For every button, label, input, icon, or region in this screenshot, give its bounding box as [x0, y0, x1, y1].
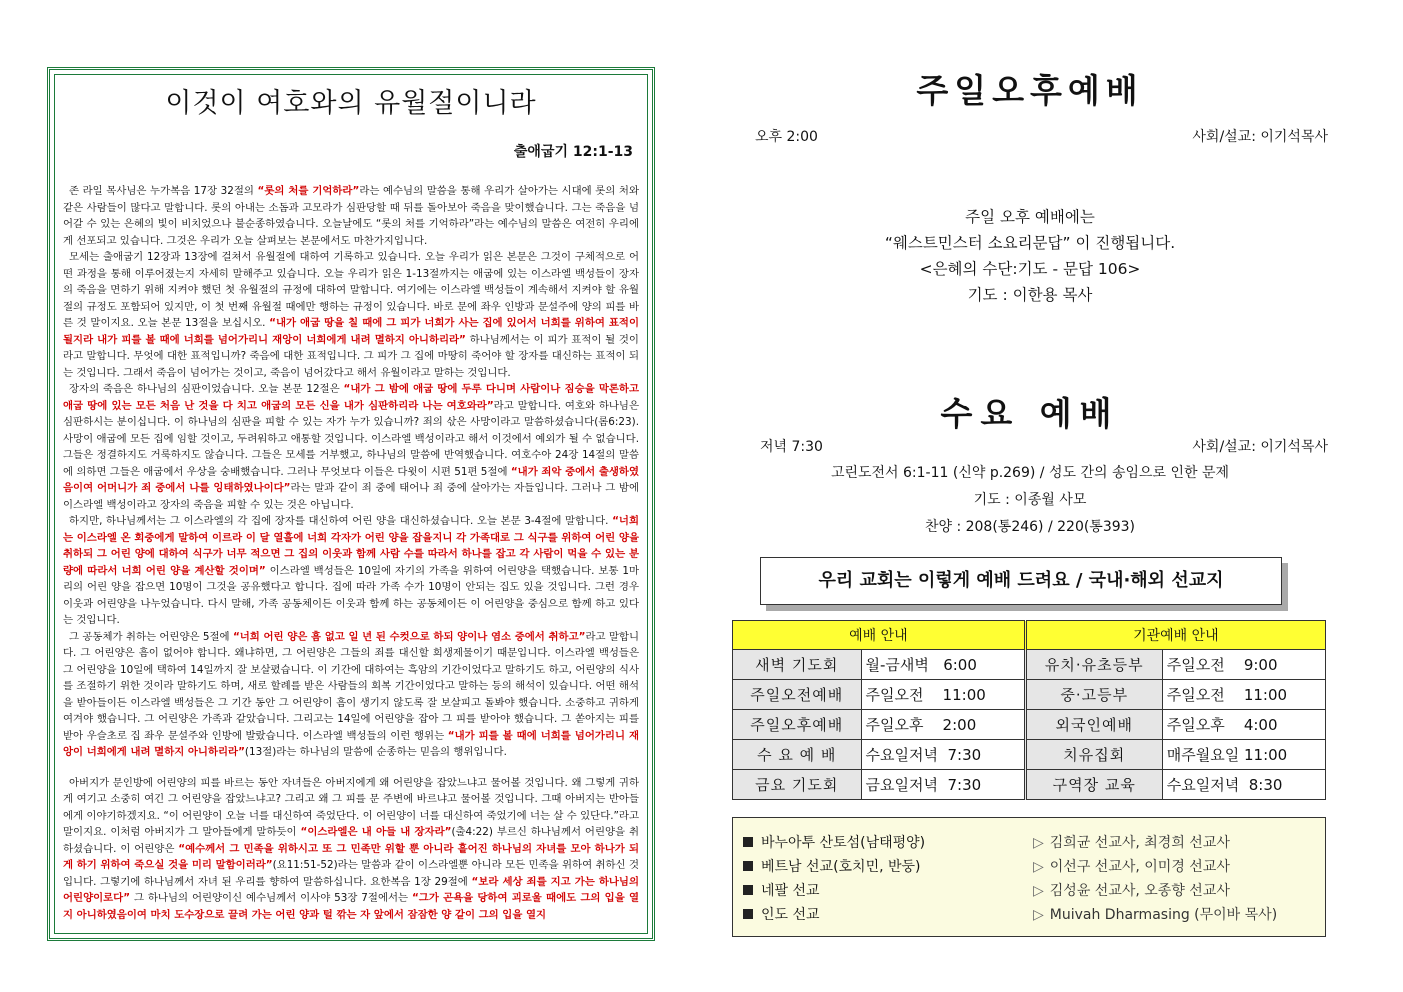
sermon-reference: 출애굽기 12:1-13 [513, 144, 633, 160]
mission-missionary [1033, 904, 1277, 924]
service-name: 주일오후예배 [733, 710, 862, 740]
sermon-body [63, 183, 639, 931]
group-time: 주일오후 4:00 [1162, 710, 1325, 740]
wednesday-time: 저녁 7:30 [760, 439, 823, 455]
square-bullet-icon [743, 861, 753, 871]
sermon-paragraph [63, 381, 639, 513]
wednesday-details [700, 460, 1360, 541]
group-time: 수요일저녁 8:30 [1162, 770, 1325, 800]
group-name: 외국인예배 [1025, 710, 1162, 740]
mission-place: 베트남 선교(호치민, 반둥) [761, 859, 921, 875]
group-time: 매주월요일 11:00 [1162, 740, 1325, 770]
sermon-text: 라고 말합니다. 여호와 하나님은 심판하시는 분이십니다. 이 하나님의 심판을 피할 수 있는 자가 누가 있습니까? 죄의 삯은 사망이라고 말씀하셨습니다(롬6:23). 사망이 애굽에 모든 집에 임할 것이고, 두려워하고 애통할 것입니다. 이스라엘 백성이라고 해서 이것에서 예외가 될 수 없습니다. 그들은 정결하지도 거룩하지도 않습니다. 그들은 모세를 거부했고, 하나님의 말씀에 반역했습니다. 여호수아 24장 14절의 말씀에 의하면 그들은 애굽에서 우상을 숭배했습니다. 그러나 무엇보다 이들은 다윗이 시편 51편 5절에 [63, 399, 639, 478]
service-time: 금요일저녁 7:30 [861, 770, 1025, 800]
sermon-title: 이것이 여호와의 유월절이니라 [165, 88, 537, 119]
group-name: 구역장 교육 [1025, 770, 1162, 800]
sermon-inner-border [54, 74, 648, 934]
mission-item [743, 832, 925, 852]
mission-missionary [1033, 832, 1230, 852]
sermon-text: 라는 말과 같이 죄 중에 태어나 죄 중에 살아가는 자들입니다. 그러나 그 밤에 이스라엘 백성이라고 장자의 죽음을 피할 수 있는 것은 아닙니다. [63, 482, 639, 511]
sermon-text: 라는 예수님의 말씀을 통해 우리가 살아가는 시대에 롯의 처와 같은 사람들이 많다고 말합니다. 롯의 아내는 소돔과 고모라가 심판당할 때 뒤를 돌아보아 죽음을 맞이했습니다. 그는 죽음을 넘어갈 수 있는 은혜의 빛이 비치었으나 불순종하였습니다. 오늘날에도 “롯의 처를 기억하라”라는 예수님의 말씀은 여전히 우리에게 선포되고 있습니다. 그것은 우리가 오늘 살펴보는 본문에서도 마찬가지입니다. [63, 185, 639, 247]
sermon-text: (13절)라는 하나님의 말씀에 순종하는 믿음의 행위입니다. [244, 746, 507, 758]
service-time: 주일오전 11:00 [861, 680, 1025, 710]
missions-box [732, 817, 1326, 937]
right-panel [700, 0, 1403, 992]
scripture-quote: “내가 애굽 땅을 칠 때에 그 피가 너희가 사는 집에 있어서 너희를 위하여 표적이 될지라 내가 피를 볼 때에 너희를 넘어가리니 재앙이 너희에게 내려 멸하지 아니하리라” [63, 317, 639, 346]
missionary-names: 김희균 선교사, 최경희 선교사 [1049, 835, 1230, 851]
triangle-right-icon: ▷ [1033, 859, 1044, 875]
missionary-names: 이선구 선교사, 이미경 선교사 [1049, 859, 1230, 875]
schedule-table [732, 620, 1326, 800]
sermon-text: (출4:22) 부르신 하나님께서 어린양을 취하셨습니다. 이 어린양은 [63, 826, 639, 855]
wednesday-scripture: 고린도전서 6:1-11 (신약 p.269) / 성도 간의 송임으로 인한 문제 [830, 465, 1230, 481]
service-time: 주일오후 2:00 [861, 710, 1025, 740]
mission-item [743, 856, 921, 876]
scripture-quote: “이스라엘은 내 아들 내 장자라” [300, 826, 452, 838]
afternoon-time: 오후 2:00 [755, 129, 818, 145]
afternoon-notes [700, 204, 1360, 308]
schedule-header-groups: 기관예배 안내 [1025, 621, 1325, 650]
group-name: 치유집회 [1025, 740, 1162, 770]
sermon-text: 하나님께서는 이 피가 표적이 될 것이라고 말합니다. 무엇에 대한 표적입니까? 죽음에 대한 표적입니다. 그 피가 그 집에 마땅히 죽어야 할 장자를 대신하는 표적이 되는 것입니다. 그래서 죽음이 넘어가는 것이고, 죽음이 넘어갔다고 해서 유월이라고 말하는 것입니다. [63, 333, 639, 379]
mission-item [743, 880, 820, 900]
wednesday-service-title: 수요 예배 [940, 394, 1120, 433]
wednesday-leader: 사회/설교: 이기석목사 [1192, 439, 1328, 455]
square-bullet-icon [743, 837, 753, 847]
afternoon-service-title: 주일오후예배 [916, 71, 1144, 110]
sermon-paragraph [63, 249, 639, 381]
mission-place: 인도 선교 [761, 907, 820, 923]
sermon-text: 존 라일 목사님은 누가복음 17장 32절의 [69, 185, 258, 197]
scripture-quote: “그가 곤욕을 당하여 괴로울 때에도 그의 입을 열지 아니하였음이여 마치 도수장으로 끌려 가는 어린 양과 털 깎는 자 앞에서 잠잠한 양 같이 그의 입을 열지 [63, 892, 639, 921]
group-name: 유치·유초등부 [1025, 650, 1162, 680]
mission-item [743, 904, 820, 924]
scripture-quote: “보라 세상 죄를 지고 가는 하나님의 어린양이로다” [63, 875, 639, 904]
scripture-quote: “내가 피를 볼 때에 너희를 넘어가리니 재앙이 너희에게 내려 멸하지 아니하리라” [63, 729, 639, 758]
sermon-paragraph [63, 513, 639, 629]
service-time: 월-금새벽 6:00 [861, 650, 1025, 680]
table-row [733, 710, 1326, 740]
sermon-paragraph [63, 183, 639, 249]
triangle-right-icon: ▷ [1033, 883, 1044, 899]
wednesday-prayer: 기도 : 이종월 사모 [973, 492, 1087, 508]
sermon-text: 장자의 죽음은 하나님의 심판이었습니다. 오늘 본문 12절은 [69, 383, 344, 395]
sermon-text: 아버지가 문인방에 어린양의 피를 바르는 동안 자녀들은 아버지에게 왜 어린양을 잡았느냐고 물어볼 것입니다. 왜 그렇게 귀하게 여기고 소중히 여긴 그 어린양을 잡았느냐고? 그리고 왜 그 피를 문 주변에 바르냐고 물어볼 것입니다. 그때 아버지는 반아들에게 이야기하겠지요. “이 어린양이 오늘 너를 대신하여 죽었단다. 이 어린양이 너를 대신하여 죽었기에 너는 살 수 있단다.”라고 말이지요. 이처럼 아버지가 그 말아들에게 말하듯이 [63, 776, 639, 838]
mission-missionary [1033, 880, 1230, 900]
mission-place: 네팔 선교 [761, 883, 820, 899]
sermon-text: 모세는 출애굽기 12장과 13장에 걸쳐서 유월절에 대하여 기록하고 있습니다. 오늘 우리가 읽은 본문은 그것이 구체적으로 어떤 과정을 통해 이루어졌는지 자세히 말해주고 있습니다. 오늘 우리가 읽은 1-13절까지는 애굽에 있는 이스라엘 백성들이 장자의 죽음을 면하기 위해 지켜야 했던 첫 유월절의 규정에 대하여 말합니다. 여기에는 이스라엘 백성들이 계속해서 지켜야 할 유월절의 규정도 포함되어 있지만, 이 첫 번째 유월절 때에만 행하는 규정이 있습니다. 바로 문에 좌우 인방과 문설주에 양의 피를 바른 것 말이지요. 오늘 본문 13절을 보십시오. [63, 251, 639, 329]
service-name: 주일오전예배 [733, 680, 862, 710]
sermon-paragraph [63, 775, 639, 924]
missionary-names: Muivah Dharmasing (무이바 목사) [1049, 907, 1278, 923]
group-time: 주일오전 11:00 [1162, 680, 1325, 710]
square-bullet-icon [743, 909, 753, 919]
group-name: 중·고등부 [1025, 680, 1162, 710]
square-bullet-icon [743, 885, 753, 895]
service-name: 금요 기도회 [733, 770, 862, 800]
sermon-paragraph [63, 629, 639, 761]
group-time: 주일오전 9:00 [1162, 650, 1325, 680]
afternoon-note: 기도 : 이한용 목사 [967, 286, 1093, 304]
afternoon-note: <은혜의 수단:기도 - 문답 106> [919, 260, 1141, 278]
mission-place: 바누아투 산토섬(남태평양) [761, 835, 926, 851]
afternoon-leader: 사회/설교: 이기석목사 [1192, 129, 1328, 145]
triangle-right-icon: ▷ [1033, 835, 1044, 851]
sermon-text: 하지만, 하나님께서는 그 이스라엘의 각 집에 장자를 대신하여 어린 양을 대신하셨습니다. 오늘 본문 3-4절에 말합니다. [69, 515, 613, 527]
sermon-text: (요11:51-52)라는 말씀과 같이 이스라엘뿐 아니라 모든 민족을 위하여 취하신 것입니다. 그렇기에 하나님께서 자녀 된 우리를 향하여 말씀하십니다. 요한복음 1장 29절에 [63, 859, 639, 888]
wednesday-hymns: 찬양 : 208(통246) / 220(통393) [924, 519, 1136, 535]
table-row [733, 770, 1326, 800]
service-time: 수요일저녁 7:30 [861, 740, 1025, 770]
worship-banner: 우리 교회는 이렇게 예배 드려요 / 국내·해외 선교지 [760, 557, 1282, 605]
scripture-quote: “예수께서 그 민족을 위하시고 또 그 민족만 위할 뿐 아니라 흩어진 하나님의 자녀를 모아 하나가 되게 하기 위하여 죽으실 것을 미리 말함이러라” [63, 842, 639, 871]
scripture-quote: “내가 죄악 중에서 출생하였음이여 어머니가 죄 중에서 나를 잉태하였나이다” [63, 465, 639, 494]
scripture-quote: “너희 어린 양은 흠 없고 일 년 된 수컷으로 하되 양이나 염소 중에서 취하고” [232, 630, 586, 643]
scripture-quote: “내가 그 밤에 애굽 땅에 두루 다니며 사람이나 짐승을 막론하고 애굽 땅에 있는 모든 처음 난 것을 다 치고 애굽의 모든 신을 내가 심판하리라 나는 여호와라” [63, 383, 639, 412]
sermon-text: 그 하나님의 어린양이신 예수님께서 이사야 53장 7절에서는 [130, 892, 412, 904]
triangle-right-icon: ▷ [1033, 907, 1044, 923]
afternoon-note: 주일 오후 예배에는 [965, 208, 1095, 226]
schedule-header-row [733, 621, 1326, 650]
table-row [733, 680, 1326, 710]
mission-missionary [1033, 856, 1230, 876]
scripture-quote: “너희는 이스라엘 온 회중에게 말하여 이르라 이 달 열흘에 너희 각자가 어린 양을 잡을지니 각 가족대로 그 식구를 위하여 어린 양을 취하되 그 어린 양에 대하여 식구가 너무 적으면 그 집의 이웃과 함께 사람 수를 따라서 하나를 잡고 각 사람이 먹을 수 있는 분량에 따라서 너희 어린 양을 계산할 것이며” [63, 515, 639, 577]
sermon-text: 이스라엘 백성들은 10일에 자기의 가족을 위하여 어린양을 택했습니다. 보통 1마리의 어린 양을 잡으면 10명이 그것을 공유했다고 합니다. 집에 따라 가족 수가 10명이 안되는 집도 있을 것입니다. 그런 경우 이웃과 어린양을 나누었습니다. 다시 말해, 가족 공동체이든 이웃과 함께 하는 공동체이든 이 어린양을 중심으로 함께 하고 있다는 것입니다. [63, 564, 639, 626]
table-row [733, 650, 1326, 680]
scripture-quote: “롯의 처를 기억하라” [257, 185, 360, 197]
service-name: 새벽 기도회 [733, 650, 862, 680]
service-name: 수 요 예 배 [733, 740, 862, 770]
sermon-text: 그 공동체가 취하는 어린양은 5절에 [69, 630, 233, 643]
schedule-header-worship: 예배 안내 [733, 621, 1026, 650]
table-row [733, 740, 1326, 770]
afternoon-note: “웨스트민스터 소요리문답” 이 진행됩니다. [884, 234, 1176, 252]
sermon-frame [47, 67, 655, 941]
sermon-text: 라고 말합니다. 그 어린양은 흠이 없어야 합니다. 왜냐하면, 그 어린양은 그들의 죄를 대신할 희생제물이기 때문입니다. 이스라엘 백성들은 그 어린양을 10일에 택하여 14일까지 잘 보살폈습니다. 이 기간에 대하여는 흑암의 기간이었다고 말하기도 하고, 어린양의 식사를 조절하기 위한 것이라 말하기도 하며, 새로 할례를 받은 사람들의 회복 기간이었다고 말하는 등의 해석이 있습니다. 어떤 해석을 받아들이든 이스라엘 백성들은 그 기간 동안 그 어린양이 흠이 생기지 않도록 잘 보살피고 돌봐야 했습니다. 소중하고 귀하게 여겨야 했습니다. 그 어린양은 가족과 같았습니다. 그리고는 14일에 어린양을 잡아 그 피를 받아야 했습니다. 그 쏟아지는 피를 받아 우슬초로 집 좌우 문설주와 인방에 발랐습니다. 이스라엘 백성들의 이런 행위는 [63, 630, 639, 742]
missionary-names: 김성윤 선교사, 오종향 선교사 [1049, 883, 1230, 899]
